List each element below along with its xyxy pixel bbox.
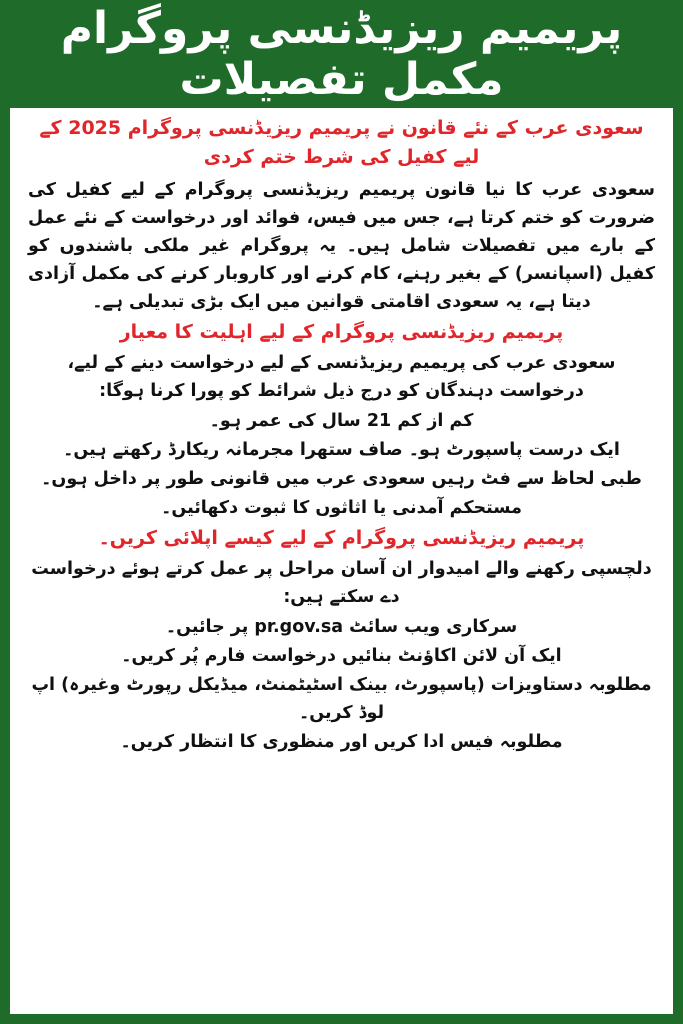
apply-intro: دلچسپی رکھنے والے امیدوار ان آسان مراحل پر عمل کرتے ہوئے درخواست دے سکتے ہیں: (31, 559, 652, 607)
list-item: مستحکم آمدنی یا اثاثوں کا ثبوت دکھائیں۔ (161, 498, 522, 518)
list-item: ایک درست پاسپورٹ ہو۔ صاف ستھرا مجرمانہ ریکارڈ رکھتے ہیں۔ (63, 440, 620, 460)
list-item: طبی لحاظ سے فٹ رہیں سعودی عرب میں قانونی طور پر داخل ہوں۔ (41, 469, 642, 489)
section-heading-eligibility: پریمیم ریزیڈنسی پروگرام کے لیے اہلیت کا معیار (119, 321, 564, 343)
page-title: پریمیم ریزیڈنسی پروگرام مکمل تفصیلات (60, 3, 623, 105)
section-heading-intro: سعودی عرب کے نئے قانون نے پریمیم ریزیڈنسی پروگرام 2025 کے لیے کفیل کی شرط ختم کردی (39, 117, 644, 168)
title-banner (0, 0, 683, 108)
eligibility-list (28, 407, 655, 522)
list-item: کم از کم 21 سال کی عمر ہو۔ (209, 411, 474, 431)
intro-paragraph: سعودی عرب کا نیا قانون پریمیم ریزیڈنسی پروگرام کے لیے کفیل کی ضرورت کو ختم کرتا ہے، جس میں فیس، فوائد اور درخواست کے نئے عمل کے بارے میں تفصیلات شامل ہیں۔ یہ پروگرام غیر ملکی باشندوں کو کفیل (اسپانسر) کے بغیر رہنے، کام کرنے اور کاروبار کرنے کی مکمل آزادی دیتا ہے، یہ سعودی اقامتی قوانین میں ایک بڑی تبدیلی ہے۔ (28, 180, 655, 312)
eligibility-intro: سعودی عرب کی پریمیم ریزیڈنسی کے لیے درخواست دینے کے لیے، درخواست دہندگان کو درج ذیل شرائط کو پورا کرنا ہوگا: (67, 353, 616, 401)
section-heading-how-to-apply: پریمیم ریزیڈنسی پروگرام کے لیے کیسے اپلائی کریں۔ (98, 527, 585, 549)
list-item: سرکاری ویب سائٹ pr.gov.sa پر جائیں۔ (165, 617, 518, 637)
list-item: ایک آن لائن اکاؤنٹ بنائیں درخواست فارم پُر کریں۔ (121, 646, 562, 666)
article-panel (10, 108, 673, 1014)
list-item: مطلوبہ فیس ادا کریں اور منظوری کا انتظار کریں۔ (120, 732, 563, 752)
list-item: مطلوبہ دستاویزات (پاسپورٹ، بینک اسٹیٹمنٹ، میڈیکل رپورٹ وغیرہ) اپ لوڈ کریں۔ (31, 675, 652, 723)
apply-steps-list (28, 613, 655, 756)
